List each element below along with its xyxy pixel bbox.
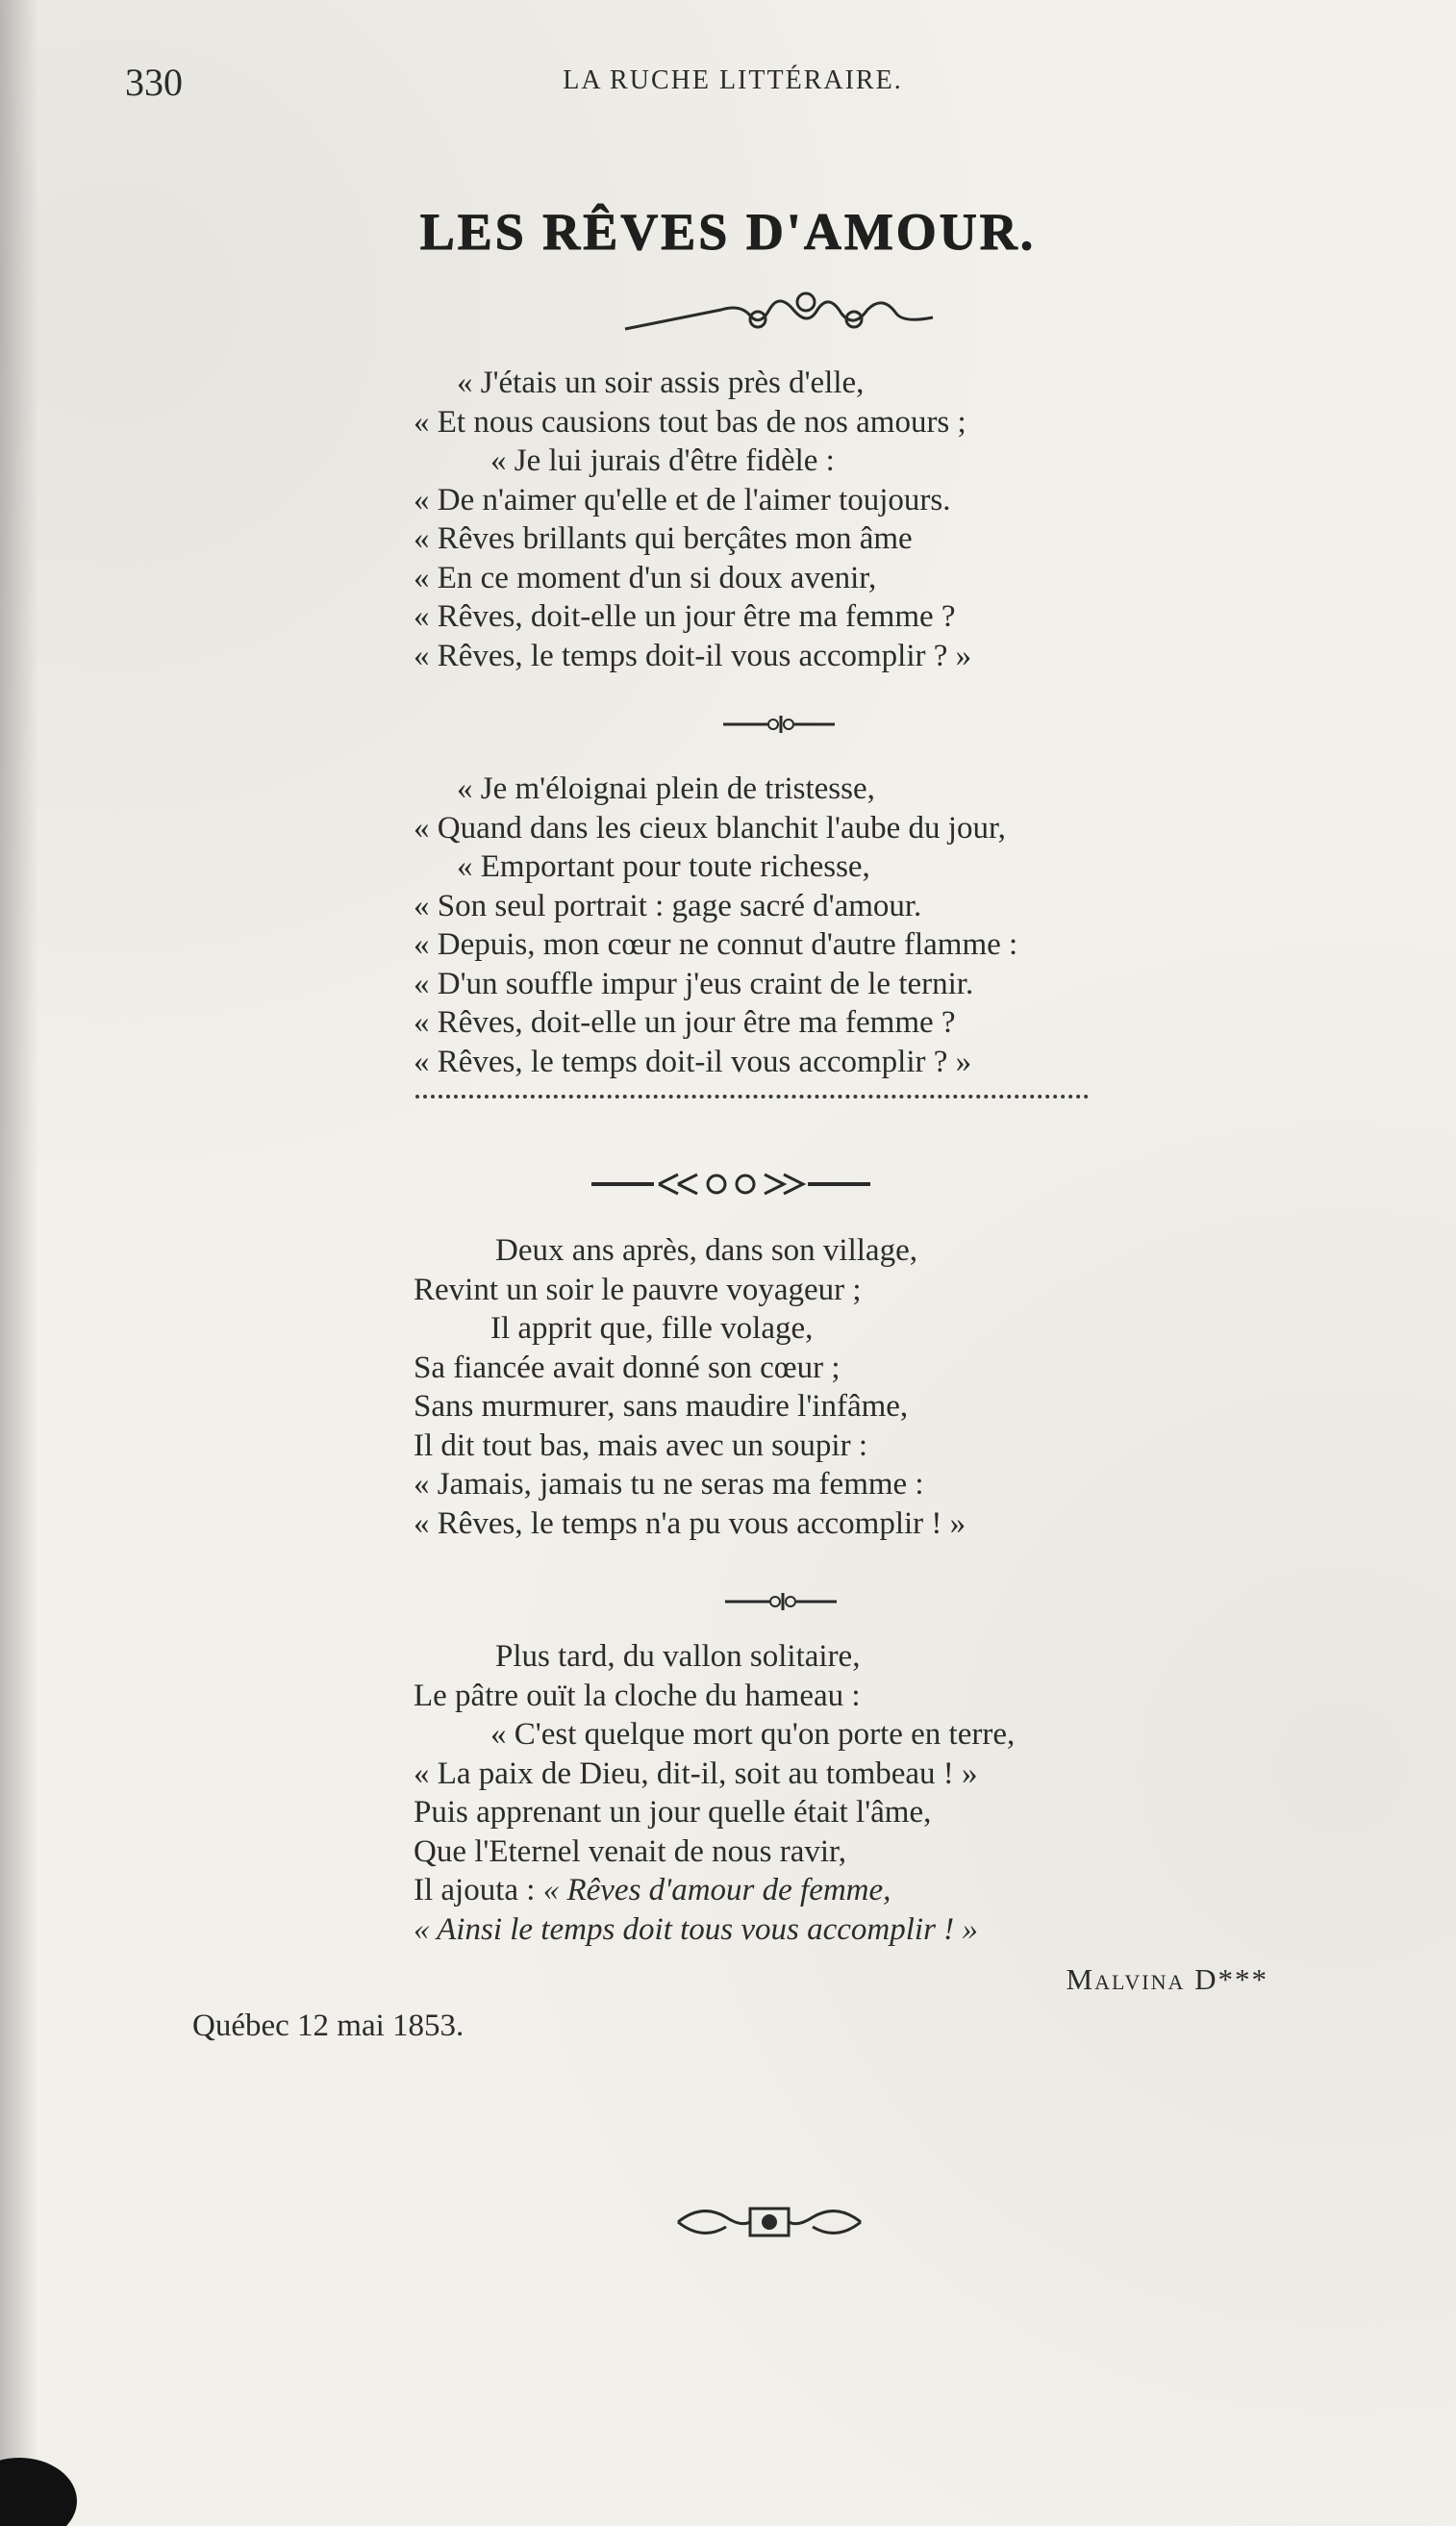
page-number: 330: [125, 61, 183, 104]
stanza-separator-ornament: [721, 712, 837, 737]
poem-line: Sans murmurer, sans maudire l'infâme,: [414, 1389, 909, 1424]
title-flourish-ornament: [615, 281, 942, 348]
poem-line: « D'un souffle impur j'eus craint de le ternir.: [414, 966, 974, 1001]
stanza-1: [414, 364, 1202, 675]
poem-title: LES RÊVES D'AMOUR.: [419, 203, 1037, 261]
running-title: LA RUCHE LITTÉRAIRE.: [563, 65, 903, 95]
dotted-rule: [415, 1095, 1089, 1099]
poem-line: « Je lui jurais d'être fidèle :: [490, 443, 835, 478]
poem-line: « Rêves, le temps n'a pu vous accomplir ! »: [414, 1505, 966, 1541]
stanza-2: [414, 770, 1202, 1081]
stanza-3: [414, 1231, 1202, 1543]
poem-line: Deux ans après, dans son village,: [495, 1233, 917, 1268]
poem-line: « Rêves, le temps doit-il vous accomplir ? »: [414, 1044, 972, 1079]
poem-line: Que l'Eternel venait de nous ravir,: [414, 1833, 846, 1869]
poem-line: « Rêves brillants qui berçâtes mon âme: [414, 521, 913, 556]
poem-line: Il apprit que, fille volage,: [490, 1311, 814, 1346]
poem-line: « J'étais un soir assis près d'elle,: [457, 366, 865, 400]
poem-line: « Je m'éloignai plein de tristesse,: [457, 771, 875, 806]
end-flourish-ornament: [673, 2193, 866, 2251]
page-edge-shadow: [0, 0, 38, 2526]
poem-line: Il dit tout bas, mais avec un soupir :: [414, 1427, 868, 1463]
poem-line: « Depuis, mon cœur ne connut d'autre flamme :: [414, 927, 1018, 962]
poem-line: « La paix de Dieu, dit-il, soit au tombeau ! »: [414, 1756, 978, 1791]
page-header: [125, 60, 1341, 117]
poem-line: « Rêves, le temps doit-il vous accomplir ? »: [414, 638, 972, 673]
poem-line: Plus tard, du vallon solitaire,: [495, 1639, 861, 1674]
poem-line: « Ainsi le temps doit tous vous accomplir ! »: [414, 1911, 978, 1947]
section-separator-ornament: [587, 1170, 875, 1199]
poem-line-lead: Il ajouta :: [414, 1873, 536, 1907]
poem-line: « En ce moment d'un si doux avenir,: [414, 560, 877, 595]
poem-line: « Son seul portrait : gage sacré d'amour.: [414, 888, 922, 923]
poem-line: « Et nous causions tout bas de nos amours ;: [414, 404, 966, 440]
poem-line: « Rêves, doit-elle un jour être ma femme ?: [414, 1005, 956, 1040]
ink-blot: [0, 2434, 87, 2526]
poem-line: Puis apprenant un jour quelle était l'âme,: [414, 1795, 932, 1830]
poem-line: Revint un soir le pauvre voyageur ;: [414, 1272, 862, 1307]
author-signature: Malvina D***: [1066, 1962, 1268, 1996]
poem-line: « Emportant pour toute richesse,: [457, 849, 870, 884]
dateline: Québec 12 mai 1853.: [192, 2008, 464, 2043]
poem-line: « C'est quelque mort qu'on porte en terre,: [490, 1717, 1016, 1752]
poem-line: Sa fiancée avait donné son cœur ;: [414, 1350, 841, 1385]
stanza-separator-ornament: [723, 1589, 839, 1614]
poem-line: « Quand dans les cieux blanchit l'aube du jour,: [414, 810, 1006, 846]
poem-line: « Jamais, jamais tu ne seras ma femme :: [414, 1467, 924, 1502]
stanza-4: [414, 1637, 1202, 1949]
poem-line: « Rêves, doit-elle un jour être ma femme ?: [414, 599, 956, 634]
poem-line: [414, 1871, 1202, 1910]
poem-line-italic: « Rêves d'amour de femme,: [542, 1873, 891, 1907]
poem-line: « De n'aimer qu'elle et de l'aimer toujours.: [414, 482, 951, 518]
poem-line: Le pâtre ouït la cloche du hameau :: [414, 1678, 861, 1713]
